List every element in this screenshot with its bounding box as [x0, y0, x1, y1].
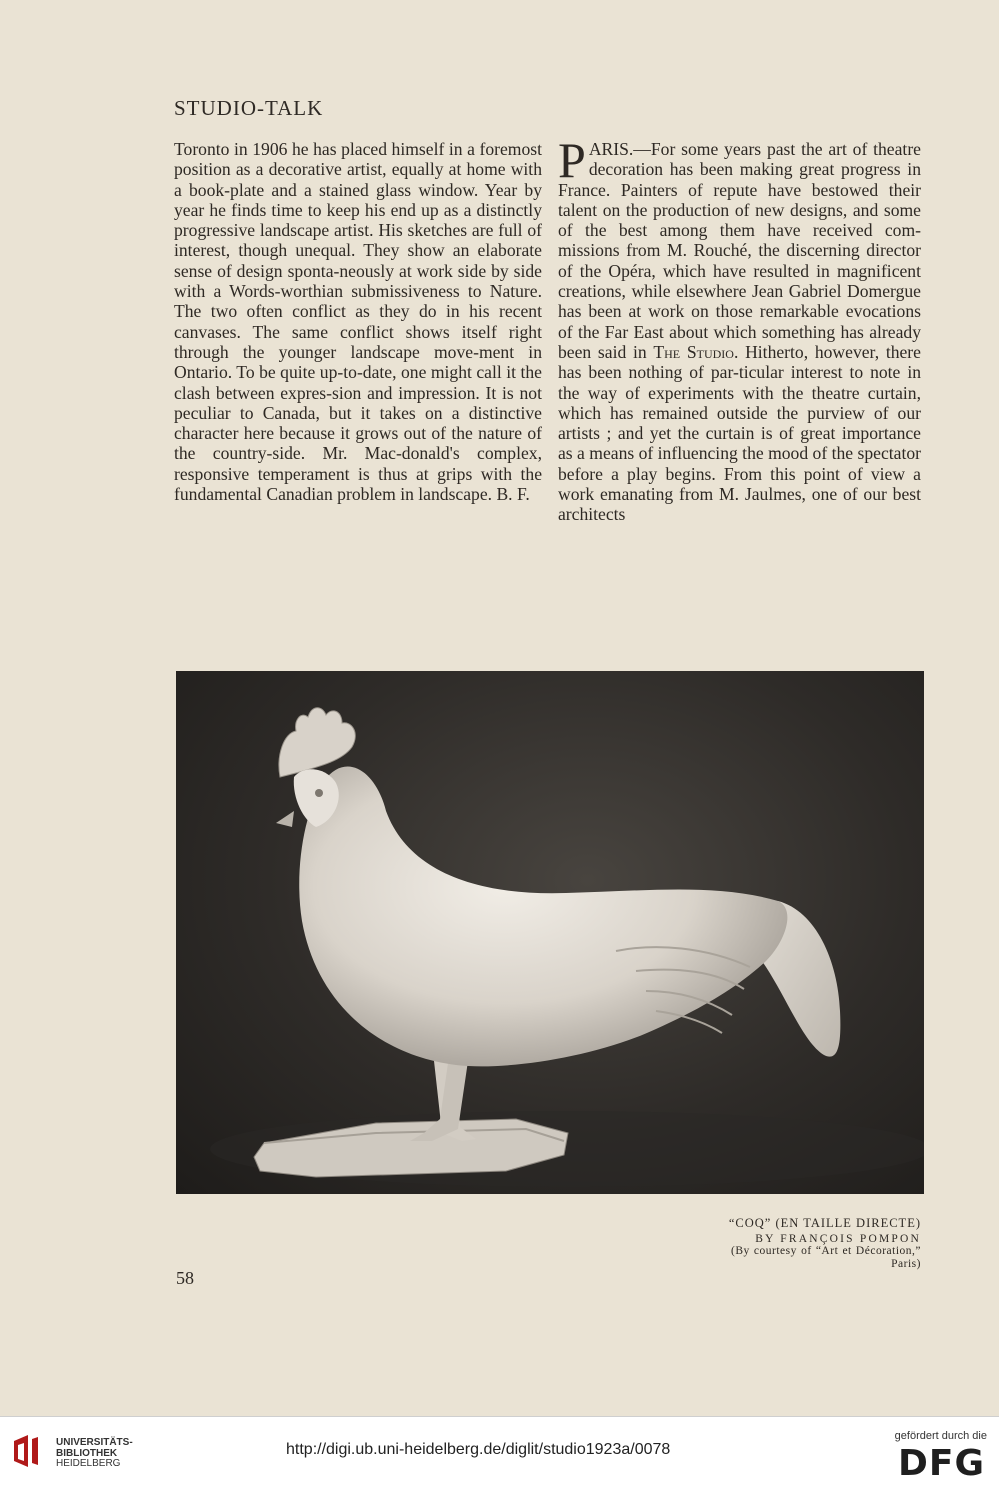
library-name-line1: UNIVERSITÄTS- [56, 1437, 133, 1448]
caption-author: BY FRANÇOIS POMPON [755, 1233, 921, 1245]
university-library-logo-icon [10, 1431, 50, 1471]
drop-cap: P [558, 132, 586, 188]
dfg-logo: DFG [897, 1443, 985, 1484]
magazine-name: The Studio [653, 341, 734, 362]
figure-caption [661, 1216, 921, 1271]
right-column-paragraph [558, 132, 921, 525]
page-number: 58 [176, 1268, 194, 1288]
left-column [174, 139, 542, 504]
right-column-text-2: . Hitherto, however, there has been nothing of par-ticular interest to note in the way of experiments with the theatre curtain, which has remained outside the purview of our artists ; and yet the curtain is of great importance as a means of influencing the mood of the spectator before a play begins. From this point of view a work emanating from M. Jaulmes, one of our best architects [558, 341, 921, 525]
right-column [558, 132, 921, 525]
digital-copy-url[interactable]: http://digi.ub.uni-heidelberg.de/diglit/studio1923a/0078 [286, 1441, 671, 1458]
running-head: STUDIO-TALK [174, 96, 324, 120]
funding-text: gefördert durch die [894, 1430, 987, 1442]
library-name-line3: HEIDELBERG [56, 1458, 121, 1469]
footer-bar [0, 1416, 999, 1488]
caption-credit: (By courtesy of “Art et Décoration,” Paris) [731, 1245, 921, 1270]
library-name [56, 1438, 133, 1470]
right-column-text-1: ARIS.—For some years past the art of theatre decoration has been making great progress in France. Painters of repute have bestowed their talent on the production of new designs, and some of the best among them have received com-missions from M. Rouché, the discerning director of the Opéra, which have resulted in magnificent creations, while elsewhere Jean Gabriel Domergue has been at work on those remarkable evocations of the Far East about which something has already been said in [558, 139, 921, 362]
caption-title: “COQ” (EN TAILLE DIRECTE) [728, 1216, 921, 1230]
library-name-line2: BIBLIOTHEK [56, 1447, 118, 1459]
left-column-text: Toronto in 1906 he has placed himself in a foremost position as a decorative artist, equally at home with a book-plate and a stained glass window. Year by year he finds time to keep his end up as a distinctly progressive landscape artist. His sketches are full of interest, though unequal. They show an elaborate sense of design sponta-neously at work side by side with a Words-worthian submissiveness to Nature. The two often conflict as they do in his recent canvases. The same conflict shows itself right through the younger landscape move-ment in Ontario. To be quite up-to-date, one might call it the clash between expres-sion and impression. It is not peculiar to Canada, but it takes on a distinctive character here because it grows out of the nature of the country-side. Mr. Mac-donald's complex, responsive temperament is thus at grips with the fundamental Canadian problem in landscape. B. F. [174, 139, 542, 505]
rooster-sculpture-image [176, 671, 924, 1194]
rooster-sculpture-photo [176, 671, 924, 1194]
